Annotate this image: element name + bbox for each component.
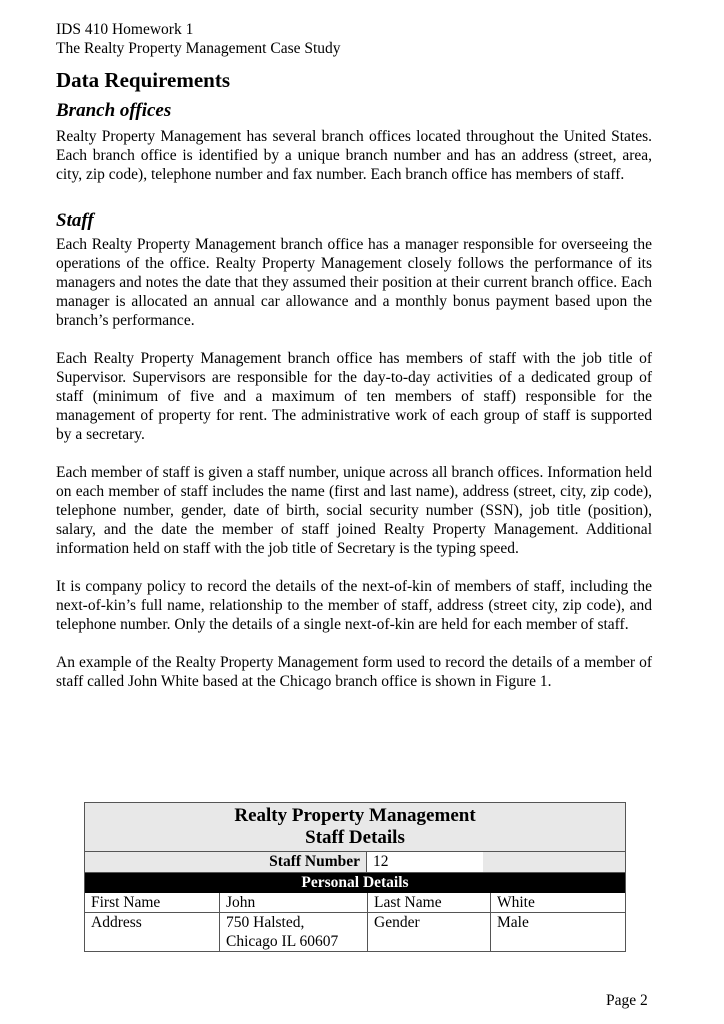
page-title: Data Requirements [56,68,231,92]
header-course: IDS 410 Homework 1 [56,21,194,38]
staff-number-label: Staff Number [85,852,367,872]
paragraph-staff-1: Each Realty Property Management branch office has a manager responsible for overseeing the operations of the office. Realty Property Management closely follows the performance of its managers and notes the date that they assumed their position at their current branch office. Each manager is allocated an annual car allowance and a monthly bonus payment based upon the branch’s performance. [56,236,652,329]
page-number: Page 2 [606,992,648,1009]
staff-number-row [85,852,625,873]
paragraph-branch: Realty Property Management has several branch offices located throughout the United States. Each branch office is identified by a unique branch number and has an address (street, area, city, zip code), telephone number and fax number. Each branch office has members of staff. [56,128,652,183]
header-case-study: The Realty Property Management Case Study [56,40,341,57]
gender-label: Gender [368,913,491,951]
gender-value: Male [497,914,529,931]
personal-details-header: Personal Details [85,873,625,893]
staff-details-form [84,802,626,952]
first-name-value: John [220,893,368,912]
address-label: Address [85,913,220,951]
paragraph-staff-5: An example of the Realty Property Management form used to record the details of a member of staff called John White based at the Chicago branch office is shown in Figure 1. [56,654,652,690]
paragraph-staff-3: Each member of staff is given a staff number, unique across all branch offices. Information held on each member of staff includes the name (first and last name), address (street, city, zip code), telephone number, gender, date of birth, social security number (SSN), job title (position), salary, and the date the member of staff joined Realty Property Management. Additional information held on staff with the job title of Secretary is the typing speed. [56,464,652,557]
last-name-label: Last Name [368,893,491,912]
address-line-2: Chicago IL 60607 [226,933,339,950]
staff-number-value: 12 [367,852,483,872]
paragraph-staff-2: Each Realty Property Management branch office has members of staff with the job title of Supervisor. Supervisors are responsible for the day-to-day activities of a dedicated group of staff (minimum of five and a maximum of ten members of staff) responsible for the management of property for rent. The administrative work of each group of staff is supported by a secretary. [56,350,652,443]
first-name-label: First Name [85,893,220,912]
last-name-value: White [497,894,535,911]
address-line-1: 750 Halsted, [226,914,305,931]
form-title [85,803,625,852]
heading-branch-offices: Branch offices [56,100,172,121]
address-row [85,912,625,951]
address-value [220,913,368,951]
document-page [56,20,652,691]
heading-staff: Staff [56,210,94,231]
form-title-company: Realty Property Management [234,805,476,826]
name-row [85,893,625,912]
form-title-staff-details: Staff Details [305,827,405,848]
paragraph-staff-4: It is company policy to record the details of the next-of-kin of members of staff, including the next-of-kin’s full name, relationship to the member of staff, address (street city, zip code), and telephone number. Only the details of a single next-of-kin are held for each member of staff. [56,578,652,633]
